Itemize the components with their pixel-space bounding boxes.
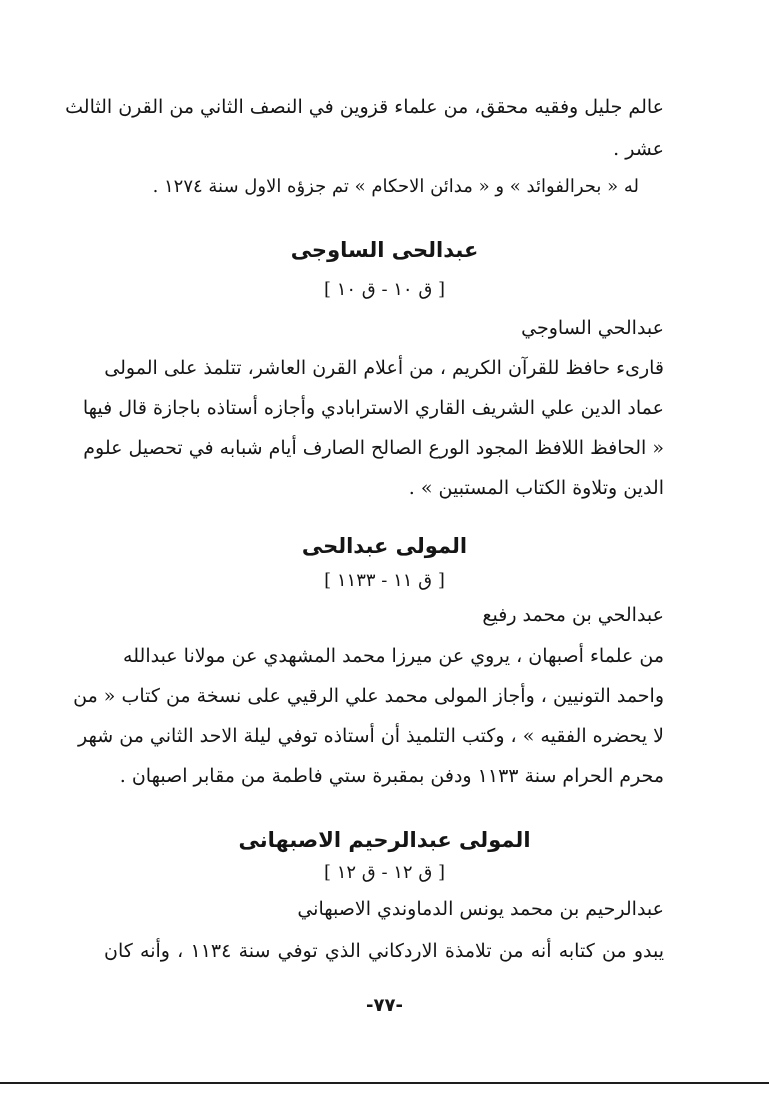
entry-title: المولی عبدالحی bbox=[301, 534, 468, 558]
entry-date-range: [ ق ١١ - ١١٣٣ ] bbox=[324, 570, 445, 591]
intro-line-3: له « بحرالفوائد » و « مدائن الاحكام » تم جزؤه الاول سنة ١٢٧٤ . bbox=[152, 176, 639, 197]
entry-text-line: محرم الحرام سنة ١١٣٣ ودفن بمقبرة ستي فاطمة من مقابر اصبهان . bbox=[119, 765, 664, 787]
entry-date-range: [ ق ١٢ - ق ١٢ ] bbox=[323, 862, 446, 883]
entry-name: عبدالحي بن محمد رفيع bbox=[482, 604, 664, 626]
entry-text-line: واحمد التونيين ، وأجاز المولى محمد علي الرقيي على نسخة من كتاب « من bbox=[73, 685, 664, 707]
page-bottom-divider bbox=[0, 1082, 769, 1084]
entry-title: المولی عبدالرحیم الاصبهانی bbox=[238, 828, 531, 852]
page-number: -٧٧- bbox=[366, 995, 403, 1016]
entry-text-line: قارىء حافظ للقرآن الكريم ، من أعلام القرن العاشر، تتلمذ على المولى bbox=[104, 357, 664, 379]
entry-text-line: عماد الدين علي الشريف القاري الاسترابادي وأجازه أستاذه باجازة قال فيها bbox=[82, 397, 664, 419]
intro-line-1: عالم جليل وفقيه محقق، من علماء قزوين في النصف الثاني من القرن الثالث bbox=[65, 96, 664, 118]
entry-date-range: [ ق ١٠ - ق ١٠ ] bbox=[323, 279, 446, 300]
entry-text-line: الدين وتلاوة الكتاب المستبين » . bbox=[408, 477, 664, 499]
intro-line-2: عشر . bbox=[613, 138, 664, 160]
entry-text-line: لا يحضره الفقيه » ، وكتب التلميذ أن أستاذه توفي ليلة الاحد الثاني من شهر bbox=[78, 725, 664, 747]
entry-name: عبدالحي الساوجي bbox=[521, 317, 664, 339]
entry-text-line: يبدو من كتابه أنه من تلامذة الاردكاني الذي توفي سنة ١١٣٤ ، وأنه كان bbox=[104, 940, 665, 962]
entry-name: عبدالرحيم بن محمد يونس الدماوندي الاصبهاني bbox=[297, 898, 664, 920]
entry-text-line: « الحافظ اللافظ المجود الورع الصالح الصارف أيام شبابه في تحصيل علوم bbox=[83, 437, 664, 459]
entry-text-line: من علماء أصبهان ، يروي عن ميرزا محمد المشهدي عن مولانا عبدالله bbox=[123, 645, 664, 667]
entry-title: عبدالحی الساوجی bbox=[290, 238, 479, 262]
